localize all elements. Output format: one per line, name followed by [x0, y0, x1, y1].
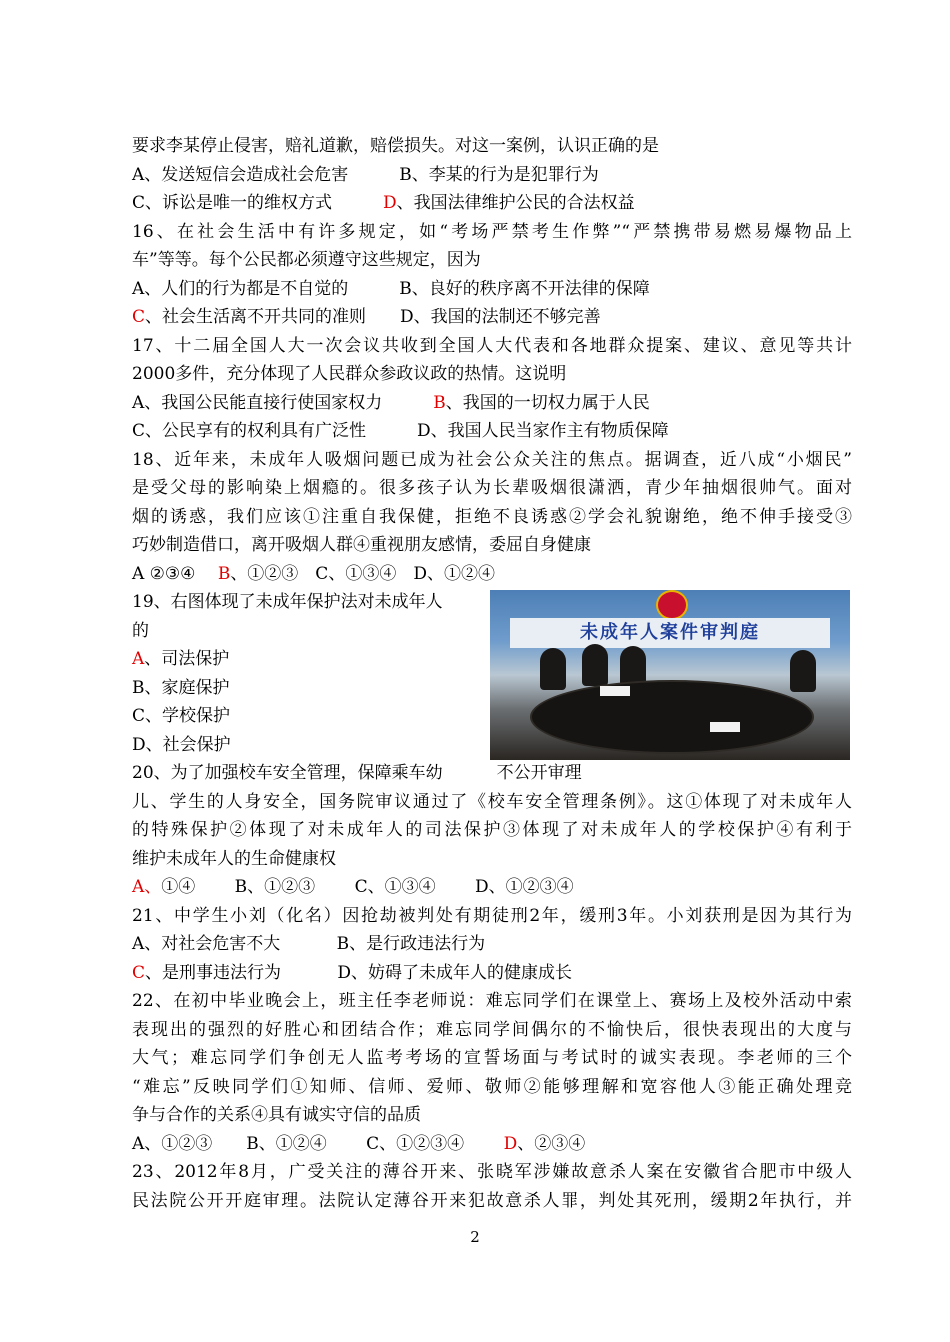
text-line: 争与合作的关系④具有诚实守信的品质 [132, 1105, 421, 1125]
option-line [132, 873, 852, 902]
option-text: 、社会生活离不开共同的准则 D、我国的法制还不够完善 [145, 307, 601, 327]
text-line: 的特殊保护②体现了对未成年人的司法保护③体现了对未成年人的学校保护④有利于 [132, 820, 852, 840]
question-23: 23、2012年8月，广受关注的薄谷开来、张晓军涉嫌故意杀人案在安徽省合肥市中级人 [132, 1162, 852, 1182]
text-line: 的 [132, 620, 149, 641]
option-text: 、我国的一切权力属于人民 [445, 392, 650, 413]
paper-sheet [710, 722, 740, 732]
text-line: “难忘”反映同学们①知师、信师、爱师、敬师②能够理解和宽容他人③能正确处理竞 [132, 1076, 852, 1097]
text-line: 2000多件，充分体现了人民群众参政议政的热情。这说明 [132, 364, 567, 384]
answer-mark: B [433, 392, 446, 413]
option-line: C、公民享有的权利具有广泛性 D、我国人民当家作主有物质保障 [132, 421, 669, 441]
answer-mark: C [132, 962, 146, 983]
text-line: 儿、学生的人身安全，国务院审议通过了《校车安全管理条例》。这①体现了对未成年人 [132, 791, 852, 812]
person-figure [790, 650, 816, 692]
option-text: 、司法保护 [144, 649, 230, 669]
courtroom-photo [490, 590, 850, 760]
option-text: 、是刑事违法行为 D、妨碍了未成年人的健康成长 [145, 962, 573, 983]
question-20 [132, 759, 852, 788]
option-line: C、学校保护 [132, 706, 231, 726]
question-19 [132, 588, 852, 759]
option-line: A、对社会危害不大 B、是行政违法行为 [132, 934, 486, 954]
answer-mark: D [383, 193, 397, 213]
answer-mark: D [503, 1133, 518, 1154]
option-text: A、①②③ B、①②④ C、①②③④ [132, 1133, 504, 1154]
national-emblem [656, 590, 688, 620]
option-line: A、人们的行为都是不自觉的 B、良好的秩序离不开法律的保障 [132, 278, 650, 299]
text-line: 要求李某停止侵害，赔礼道歉，赔偿损失。对这一案例，认识正确的是 [132, 136, 659, 156]
option-text: ①④ B、①②③ C、①③④ D、①②③④ [161, 877, 574, 897]
page-content [132, 132, 852, 1215]
text-line: 民法院公开开庭审理。法院认定薄谷开来犯故意杀人罪，判处其死刑，缓期2年执行，并 [132, 1190, 852, 1211]
option-text: C、诉讼是唯一的维权方式 [132, 193, 384, 213]
paper-sheet [600, 686, 630, 696]
option-line: D、社会保护 [132, 734, 231, 755]
round-table [530, 680, 814, 754]
option-text: 、我国法律维护公民的合法权益 [396, 193, 635, 213]
option-text: 、①②③ C、①③④ D、①②④ [230, 563, 495, 584]
option-line [132, 1130, 852, 1159]
text-line: 维护未成年人的生命健康权 [132, 848, 336, 869]
question-18: 18、近年来，未成年人吸烟问题已成为社会公众关注的焦点。据调查，近八成“小烟民” [132, 449, 852, 470]
person-figure [582, 644, 608, 686]
text-line: 是受父母的影响染上烟瘾的。很多孩子认为长辈吸烟很潇洒，青少年抽烟很帅气。面对 [132, 478, 852, 498]
option-text: A、我国公民能直接行使国家权力 [132, 392, 434, 413]
answer-mark: B [217, 563, 231, 584]
question-text: 20、为了加强校车安全管理，保障乘车幼 [132, 763, 443, 783]
option-line [132, 189, 852, 218]
option-text: 、②③④ [517, 1133, 586, 1154]
text-line: 车”等等。每个公民都必须遵守这些规定，因为 [132, 250, 481, 270]
question-16: 16、在社会生活中有许多规定，如“考场严禁考生作弊”“严禁携带易燃易爆物品上 [132, 221, 852, 242]
answer-mark: C [132, 307, 146, 327]
option-line [132, 303, 852, 332]
answer-mark: A [132, 649, 145, 669]
text-line: 大气；难忘同学们争创无人监考考场的宣誓场面与考试时的诚实表现。李老师的三个 [132, 1048, 852, 1068]
option-line: B、家庭保护 [132, 677, 230, 698]
photo-caption: 不公开审理 [496, 763, 582, 783]
page-number: 2 [470, 1228, 480, 1246]
text-line: 表现出的强烈的好胜心和团结合作；难忘同学间偶尔的不愉快后，很快表现出的大度与 [132, 1019, 852, 1040]
option-line [132, 560, 852, 589]
option-line: A、发送短信会造成社会危害 B、李某的行为是犯罪行为 [132, 164, 599, 185]
question-22: 22、在初中毕业晚会上，班主任李老师说：难忘同学们在课堂上、赛场上及校外活动中索 [132, 991, 852, 1011]
person-figure [540, 648, 566, 690]
question-17: 17、十二届全国人大一次会议共收到全国人大代表和各地群众提案、建议、意见等共计 [132, 335, 852, 356]
question-21: 21、中学生小刘（化名）因抢劫被判处有期徒刑2年，缓刑3年。小刘获刑是因为其行为 [132, 905, 852, 926]
answer-mark: A、 [132, 877, 162, 897]
option-text: A ②③④ [132, 563, 218, 584]
text-line: 19、右图体现了未成年保护法对未成年人 [132, 592, 443, 612]
option-line [132, 389, 852, 418]
text-line: 烟的诱惑，我们应该①注重自我保健，拒绝不良诱惑②学会礼貌谢绝，绝不伸手接受③ [132, 506, 852, 527]
text-line: 巧妙制造借口，离开吸烟人群④重视朋友感情，委屈自身健康 [132, 535, 591, 555]
courtroom-banner: 未成年人案件审判庭 [510, 618, 830, 648]
option-line [132, 959, 852, 988]
